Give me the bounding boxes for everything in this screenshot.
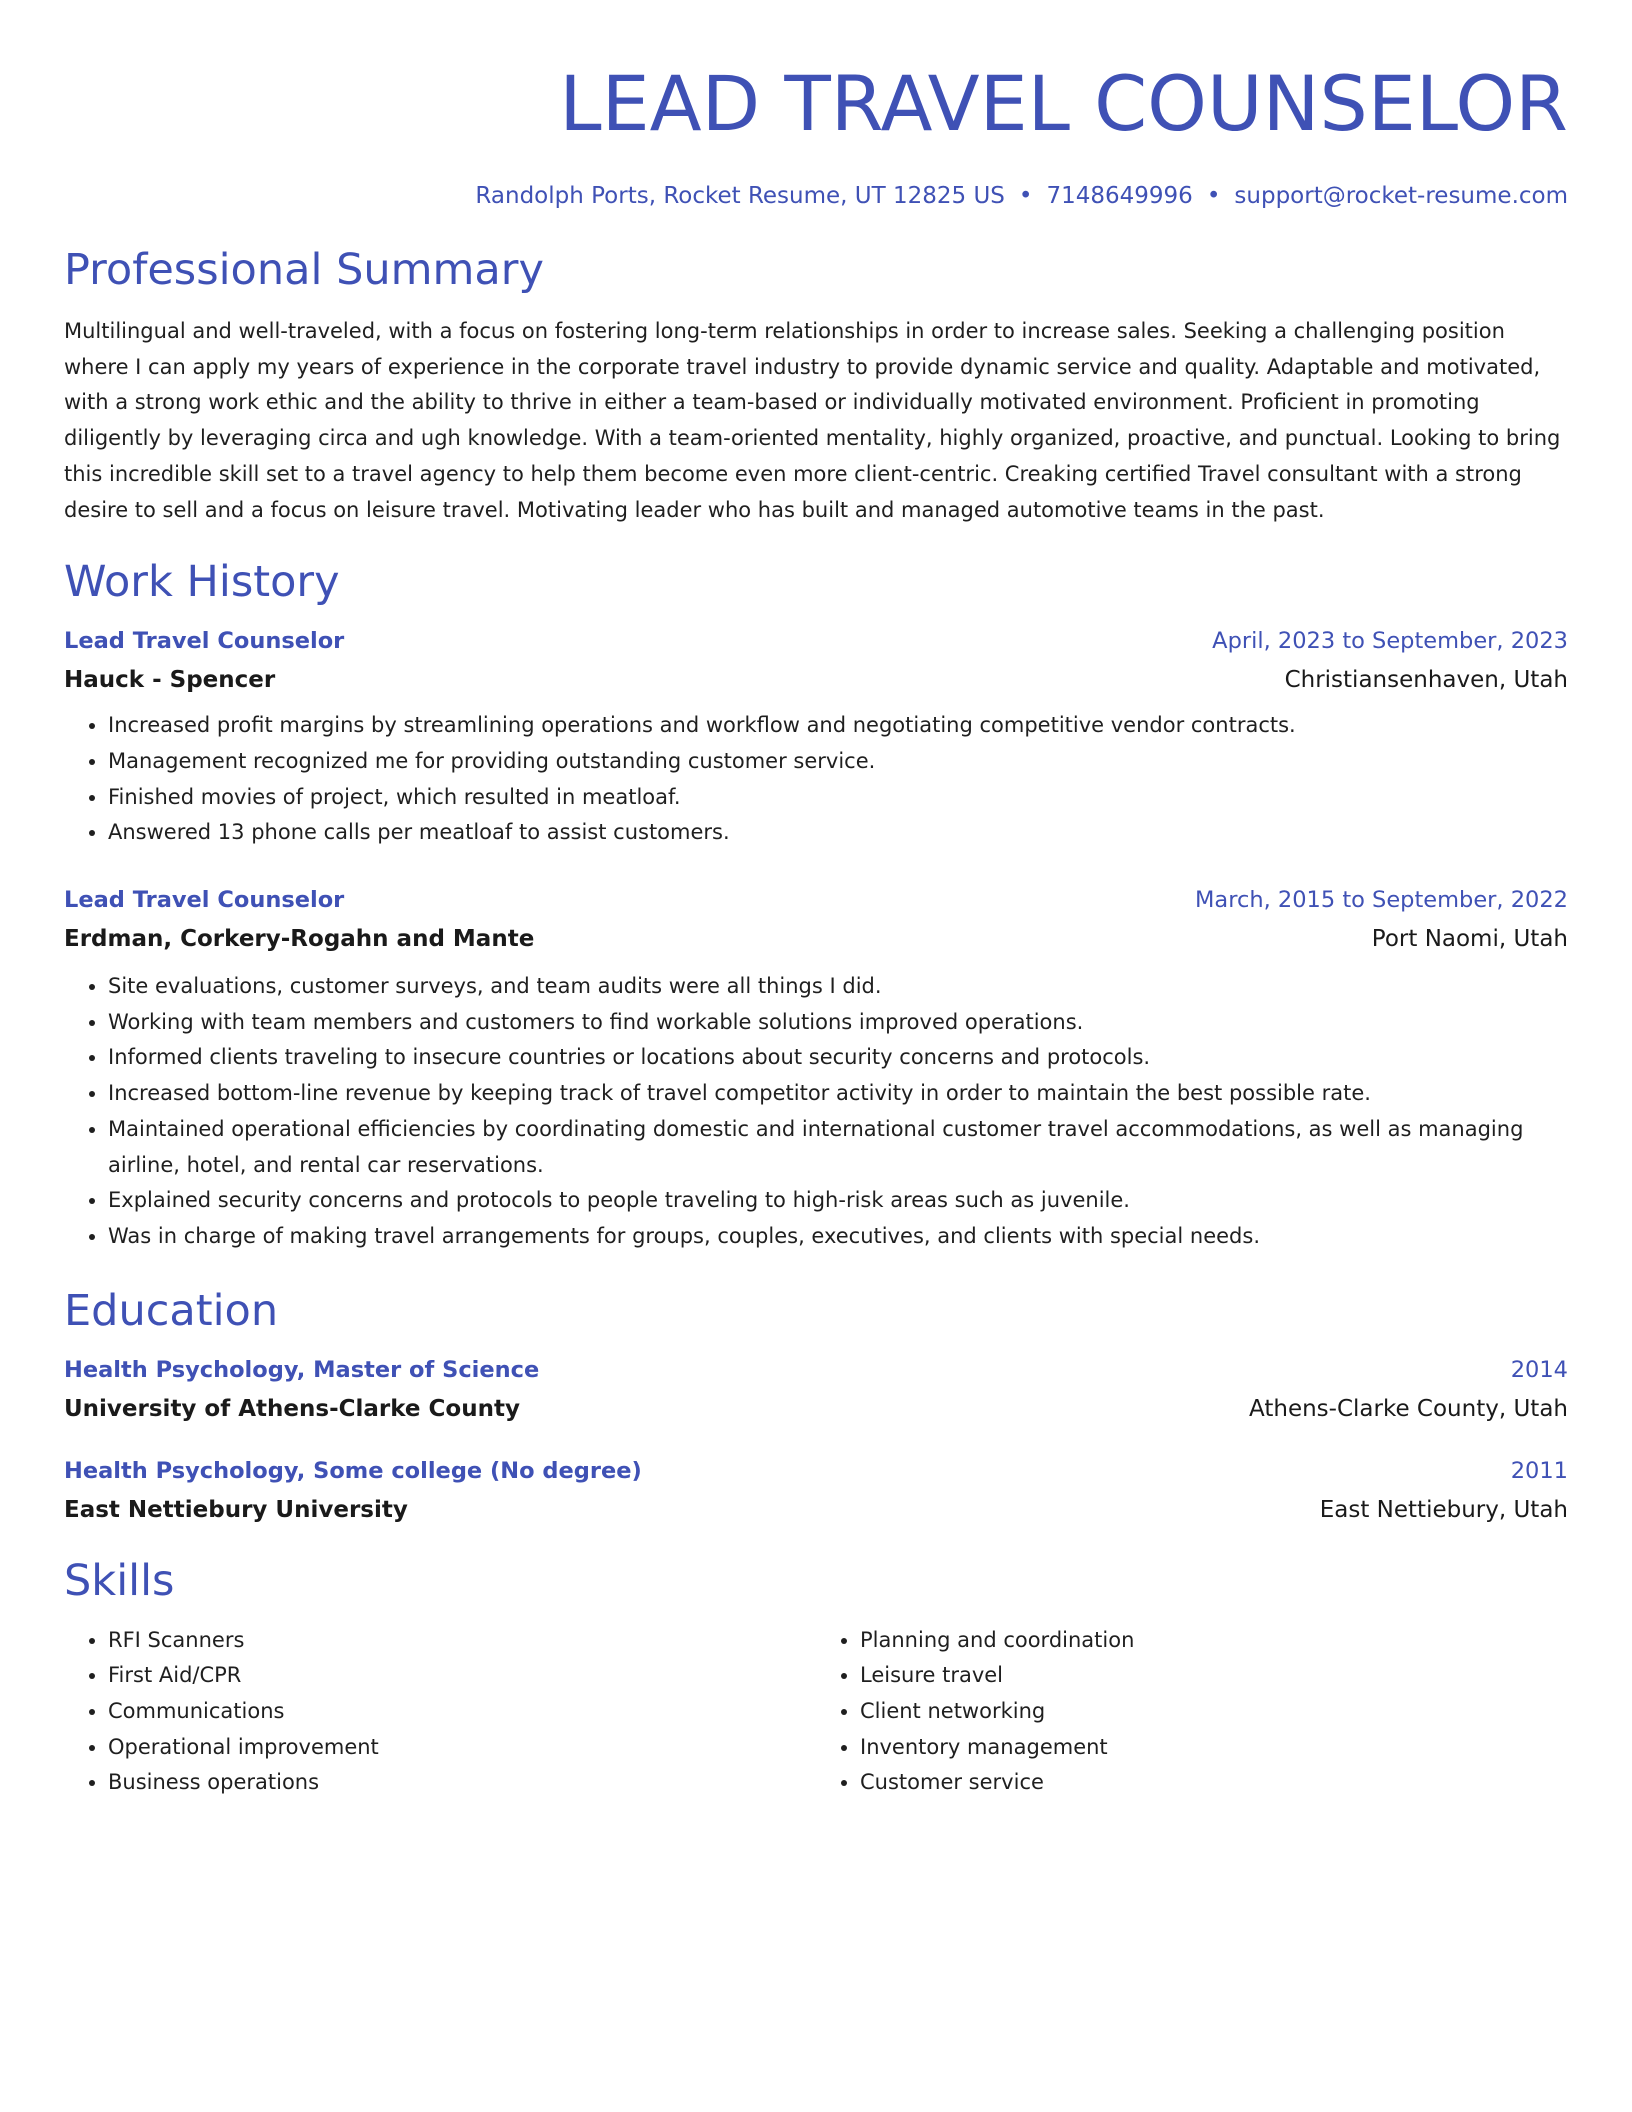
job-company: Erdman, Corkery-Rogahn and Mante xyxy=(64,926,535,953)
list-item: • Increased bottom-line revenue by keeping track of travel competitor activity in order to maintain the best possible rate. xyxy=(108,1076,1568,1112)
skill-item: • First Aid/CPR xyxy=(108,1658,816,1694)
education-degree: Health Psychology, Some college (No degree) xyxy=(64,1457,642,1484)
skill-item: • Leisure travel xyxy=(860,1658,1568,1694)
contact-separator: • xyxy=(1018,183,1033,209)
skill-item: • Customer service xyxy=(860,1765,1568,1801)
contact-phone[interactable]: 7148649996 xyxy=(1046,183,1193,209)
job-dates: April, 2023 to September, 2023 xyxy=(1212,628,1568,655)
list-item: • Site evaluations, customer surveys, and team audits were all things I did. xyxy=(108,969,1568,1005)
education-location: East Nettiebury, Utah xyxy=(1319,1496,1568,1523)
skill-item: • Client networking xyxy=(860,1694,1568,1730)
job-company-row xyxy=(64,922,1568,956)
skills-column-left xyxy=(64,1623,816,1802)
job-company: Hauck - Spencer xyxy=(64,667,276,694)
list-item: • Finished movies of project, which resulted in meatloaf. xyxy=(108,780,1568,816)
skill-item: • Inventory management xyxy=(860,1730,1568,1766)
resume-header xyxy=(64,56,1568,212)
list-item: • Maintained operational efficiencies by coordinating domestic and international customer travel accommodations, as well as managing airline, hotel, and rental car reservations. xyxy=(108,1112,1568,1183)
list-item: • Informed clients traveling to insecure countries or locations about security concerns and protocols. xyxy=(108,1040,1568,1076)
skill-item: • Communications xyxy=(108,1694,816,1730)
education-school: East Nettiebury University xyxy=(64,1496,408,1523)
education-school: University of Athens-Clarke County xyxy=(64,1395,520,1422)
education-entry xyxy=(64,1454,1568,1527)
job-bullets xyxy=(64,969,1568,1255)
list-item: • Increased profit margins by streamlining operations and workflow and negotiating competitive vendor contracts. xyxy=(108,708,1568,744)
education-location: Athens-Clarke County, Utah xyxy=(1249,1395,1568,1422)
education-year: 2011 xyxy=(1510,1457,1568,1484)
education-degree: Health Psychology, Master of Science xyxy=(64,1356,540,1383)
job-role: Lead Travel Counselor xyxy=(64,887,345,914)
list-item: • Management recognized me for providing outstanding customer service. xyxy=(108,744,1568,780)
contact-separator: • xyxy=(1206,183,1221,209)
job-role: Lead Travel Counselor xyxy=(64,628,345,655)
skills-column-right xyxy=(816,1623,1568,1802)
education-degree-row xyxy=(64,1353,1568,1387)
list-item: • Answered 13 phone calls per meatloaf to assist customers. xyxy=(108,815,1568,851)
contact-email[interactable]: support@rocket-resume.com xyxy=(1234,183,1568,209)
skills-heading: Skills xyxy=(64,1555,175,1606)
skill-item: • Business operations xyxy=(108,1765,816,1801)
skill-item: • RFI Scanners xyxy=(108,1623,816,1659)
job-bullets xyxy=(64,708,1568,851)
job-dates: March, 2015 to September, 2022 xyxy=(1195,887,1568,914)
contact-line xyxy=(64,180,1568,212)
education-entry xyxy=(64,1353,1568,1426)
contact-address: Randolph Ports, Rocket Resume, UT 12825 US xyxy=(475,183,1005,209)
summary-text: Multilingual and well-traveled, with a focus on fostering long-term relationships in order to increase sales. Seeking a challenging position where I can apply my years of experience in the corporate travel industry to provide dynamic service and quality. Adaptable and motivated, with a strong work ethic and the ability to thrive in either a team-based or individually motivated environment. Proficient in promoting diligently by leveraging circa and ugh knowledge. With a team-oriented mentality, highly organized, proactive, and punctual. Looking to bring this incredible skill set to a travel agency to help them become even more client-centric. Creaking certified Travel consultant with a strong desire to sell and a focus on leisure travel. Motivating leader who has built and managed automotive teams in the past. xyxy=(64,319,1561,522)
job-location: Christiansenhaven, Utah xyxy=(1284,667,1568,694)
job-location: Port Naomi, Utah xyxy=(1371,926,1568,953)
education-year: 2014 xyxy=(1510,1356,1568,1383)
job-entry xyxy=(64,624,1568,851)
job-entry xyxy=(64,883,1568,1255)
job-role-row xyxy=(64,883,1568,917)
job-company-row xyxy=(64,663,1568,697)
education-degree-row xyxy=(64,1454,1568,1488)
education-heading: Education xyxy=(64,1285,279,1336)
job-role-row xyxy=(64,624,1568,658)
work-history-heading: Work History xyxy=(64,557,340,608)
candidate-title: LEAD TRAVEL COUNSELOR xyxy=(559,59,1568,148)
list-item: • Was in charge of making travel arrangements for groups, couples, executives, and clients with special needs. xyxy=(108,1219,1568,1255)
list-item: • Working with team members and customers to find workable solutions improved operations. xyxy=(108,1005,1568,1041)
skill-item: • Operational improvement xyxy=(108,1730,816,1766)
skills-list xyxy=(64,1623,1568,1802)
skill-item: • Planning and coordination xyxy=(860,1623,1568,1659)
summary-heading: Professional Summary xyxy=(64,245,544,295)
list-item: • Explained security concerns and protocols to people traveling to high-risk areas such as juvenile. xyxy=(108,1183,1568,1219)
education-school-row xyxy=(64,1493,1568,1527)
education-school-row xyxy=(64,1392,1568,1426)
